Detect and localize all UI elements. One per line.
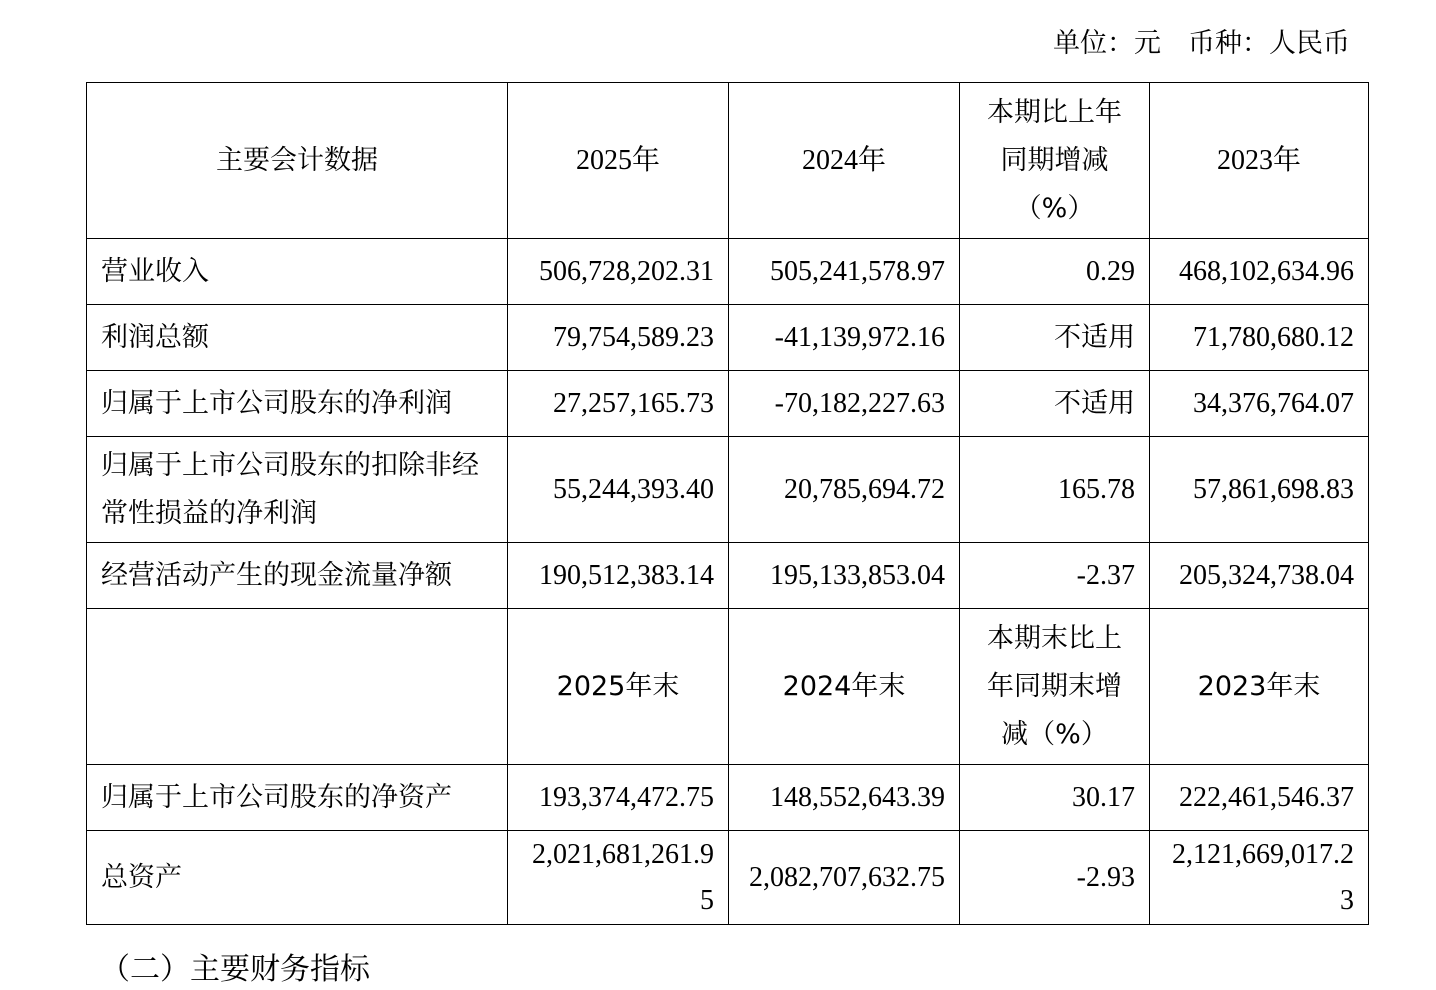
cell-2024: 148,552,643.39: [729, 765, 960, 831]
row-label: 经营活动产生的现金流量净额: [87, 543, 508, 609]
cell-2024: -70,182,227.63: [729, 371, 960, 437]
section-heading-financial-indicators: （二）主要财务指标: [100, 952, 370, 987]
subheader-item-label: [87, 609, 508, 765]
table-row: [87, 765, 1369, 831]
cell-change: 0.29: [960, 239, 1150, 305]
cell-change: 30.17: [960, 765, 1150, 831]
row-label: 营业收入: [87, 239, 508, 305]
cell-change: -2.93: [960, 831, 1150, 925]
cell-2024: 2,082,707,632.75: [729, 831, 960, 925]
cell-2024: 505,241,578.97: [729, 239, 960, 305]
header-2024: 2024年: [729, 83, 960, 239]
cell-2023: 71,780,680.12: [1150, 305, 1369, 371]
header-item-label: 主要会计数据: [87, 83, 508, 239]
cell-2024: 20,785,694.72: [729, 437, 960, 543]
table-subheader-row: [87, 609, 1369, 765]
cell-change: 不适用: [960, 371, 1150, 437]
header-change: 本期比上年同期增减（%）: [960, 83, 1150, 239]
cell-2025: 506,728,202.31: [508, 239, 729, 305]
row-label: 归属于上市公司股东的扣除非经常性损益的净利润: [87, 437, 508, 543]
table-row: [87, 371, 1369, 437]
cell-2025: 55,244,393.40: [508, 437, 729, 543]
cell-2023: 57,861,698.83: [1150, 437, 1369, 543]
table-row: [87, 305, 1369, 371]
subheader-2024-end: 2024年末: [729, 609, 960, 765]
row-label: 归属于上市公司股东的净利润: [87, 371, 508, 437]
cell-2025: 2,021,681,261.95: [508, 831, 729, 925]
cell-2023: 34,376,764.07: [1150, 371, 1369, 437]
key-accounting-data-table: [86, 82, 1369, 925]
row-label: 利润总额: [87, 305, 508, 371]
cell-2023: 2,121,669,017.23: [1150, 831, 1369, 925]
cell-2024: -41,139,972.16: [729, 305, 960, 371]
cell-change: 不适用: [960, 305, 1150, 371]
cell-2024: 195,133,853.04: [729, 543, 960, 609]
row-label: 归属于上市公司股东的净资产: [87, 765, 508, 831]
cell-2025: 193,374,472.75: [508, 765, 729, 831]
cell-2025: 79,754,589.23: [508, 305, 729, 371]
cell-2023: 205,324,738.04: [1150, 543, 1369, 609]
subheader-change: 本期末比上年同期末增减（%）: [960, 609, 1150, 765]
subheader-2023-end: 2023年末: [1150, 609, 1369, 765]
cell-2025: 27,257,165.73: [508, 371, 729, 437]
table-row: [87, 831, 1369, 925]
cell-2023: 222,461,546.37: [1150, 765, 1369, 831]
cell-change: 165.78: [960, 437, 1150, 543]
row-label: 总资产: [87, 831, 508, 925]
table-row: [87, 239, 1369, 305]
cell-change: -2.37: [960, 543, 1150, 609]
cell-2023: 468,102,634.96: [1150, 239, 1369, 305]
table-header-row: [87, 83, 1369, 239]
table-row: [87, 437, 1369, 543]
unit-currency-note: 单位：元 币种：人民币: [1053, 28, 1350, 59]
header-2025: 2025年: [508, 83, 729, 239]
cell-2025: 190,512,383.14: [508, 543, 729, 609]
subheader-2025-end: 2025年末: [508, 609, 729, 765]
header-2023: 2023年: [1150, 83, 1369, 239]
table-row: [87, 543, 1369, 609]
